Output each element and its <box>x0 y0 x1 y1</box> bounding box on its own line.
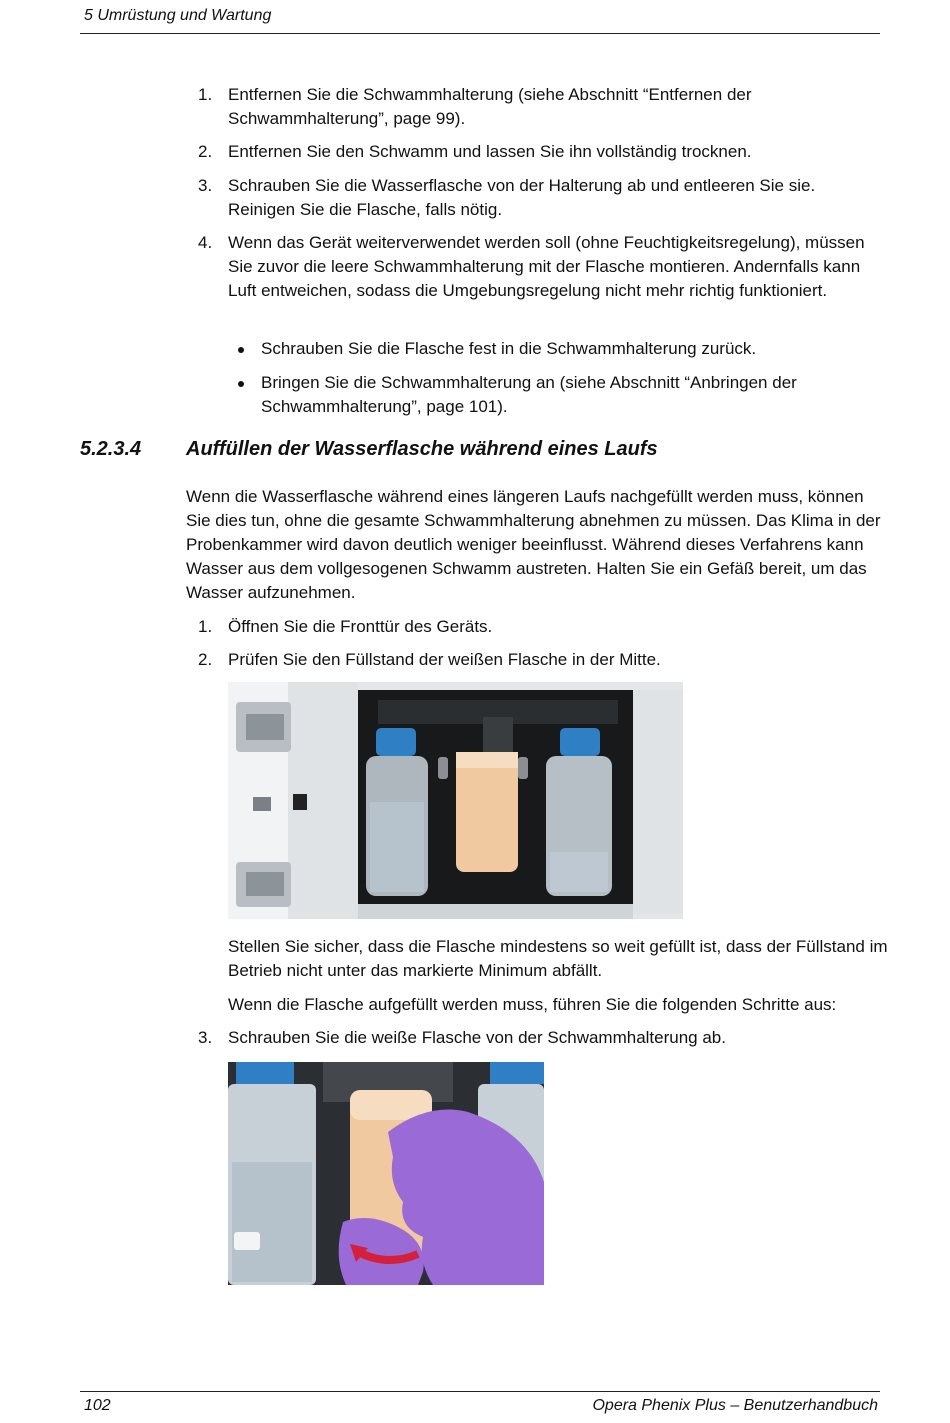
bullet-item <box>226 337 876 361</box>
step-text: Schrauben Sie die weiße Flasche von der Schwammhalterung ab. <box>228 1028 726 1047</box>
step-text: Entfernen Sie die Schwammhalterung (siehe Abschnitt “Entfernen der Schwammhalterung”, page 99). <box>228 85 752 128</box>
step-text: Prüfen Sie den Füllstand der weißen Flasche in der Mitte. <box>228 650 661 669</box>
instrument-bottles-photo <box>228 682 683 919</box>
footer-rule <box>80 1391 880 1392</box>
step-number: 1. <box>198 85 213 104</box>
instrument-bottles-illustration <box>228 682 683 919</box>
bullet-dot-icon <box>238 347 244 353</box>
step-text: Entfernen Sie den Schwamm und lassen Sie ihn vollständig trocknen. <box>228 142 752 161</box>
unscrew-bottle-photo <box>228 1062 544 1285</box>
list-item <box>186 648 886 672</box>
intro-paragraph: Wenn die Wasserflasche während eines längeren Laufs nachgefüllt werden muss, können Sie dies tun, ohne die gesamte Schwammhalterung abnehmen zu müssen. Das Klima in der Probenkammer wird davon deutlich weniger beeinflusst. Während dieses Verfahrens kann Wasser aus dem vollgesogenen Schwamm austreten. Halten Sie ein Gefäß bereit, um das Wasser aufzunehmen. <box>186 487 881 602</box>
step-number: 1. <box>198 617 213 636</box>
refill-intro: Wenn die Flasche aufgefüllt werden muss, führen Sie die folgenden Schritte aus: <box>228 995 837 1014</box>
list-item <box>186 1026 886 1050</box>
page-number: 102 <box>84 1397 111 1414</box>
list-item <box>186 83 886 131</box>
manual-title: Opera Phenix Plus – Benutzerhandbuch <box>592 1397 878 1414</box>
unscrew-bottle-illustration <box>228 1062 544 1285</box>
bullet-dot-icon <box>238 381 244 387</box>
list-item <box>186 174 886 222</box>
section-title: Auffüllen der Wasserflasche während eines Laufs <box>186 438 658 460</box>
step-number: 3. <box>198 1028 213 1047</box>
step-number: 2. <box>198 650 213 669</box>
section-number: 5.2.3.4 <box>80 438 142 460</box>
step-number: 3. <box>198 176 213 195</box>
list-item <box>186 615 886 639</box>
running-header: 5 Umrüstung und Wartung <box>84 7 272 24</box>
list-item <box>186 231 886 327</box>
header-rule <box>80 33 880 34</box>
step-text: Öffnen Sie die Fronttür des Geräts. <box>228 617 493 636</box>
step-text: Schrauben Sie die Wasserflasche von der Halterung ab und entleeren Sie sie. Reinigen Sie die Flasche, falls nötig. <box>228 176 816 219</box>
step-text: Wenn das Gerät weiterverwendet werden soll (ohne Feuchtigkeitsregelung), müssen Sie zuvor die leere Schwammhalterung mit der Flasche montieren. Andernfalls kann Luft entweichen, sodass die Umgebungsregelung nicht mehr richtig funktioniert. <box>228 233 865 300</box>
step-number: 2. <box>198 142 213 161</box>
step-number: 4. <box>198 233 213 252</box>
list-item <box>186 140 886 164</box>
fill-level-note: Stellen Sie sicher, dass die Flasche mindestens so weit gefüllt ist, dass der Füllstand im Betrieb nicht unter das markierte Minimum abfällt. <box>228 937 888 980</box>
bullet-text: Bringen Sie die Schwammhalterung an (siehe Abschnitt “Anbringen der Schwammhalterung”, page 101). <box>261 373 797 416</box>
bullet-item <box>226 371 876 419</box>
bullet-text: Schrauben Sie die Flasche fest in die Schwammhalterung zurück. <box>261 339 757 358</box>
